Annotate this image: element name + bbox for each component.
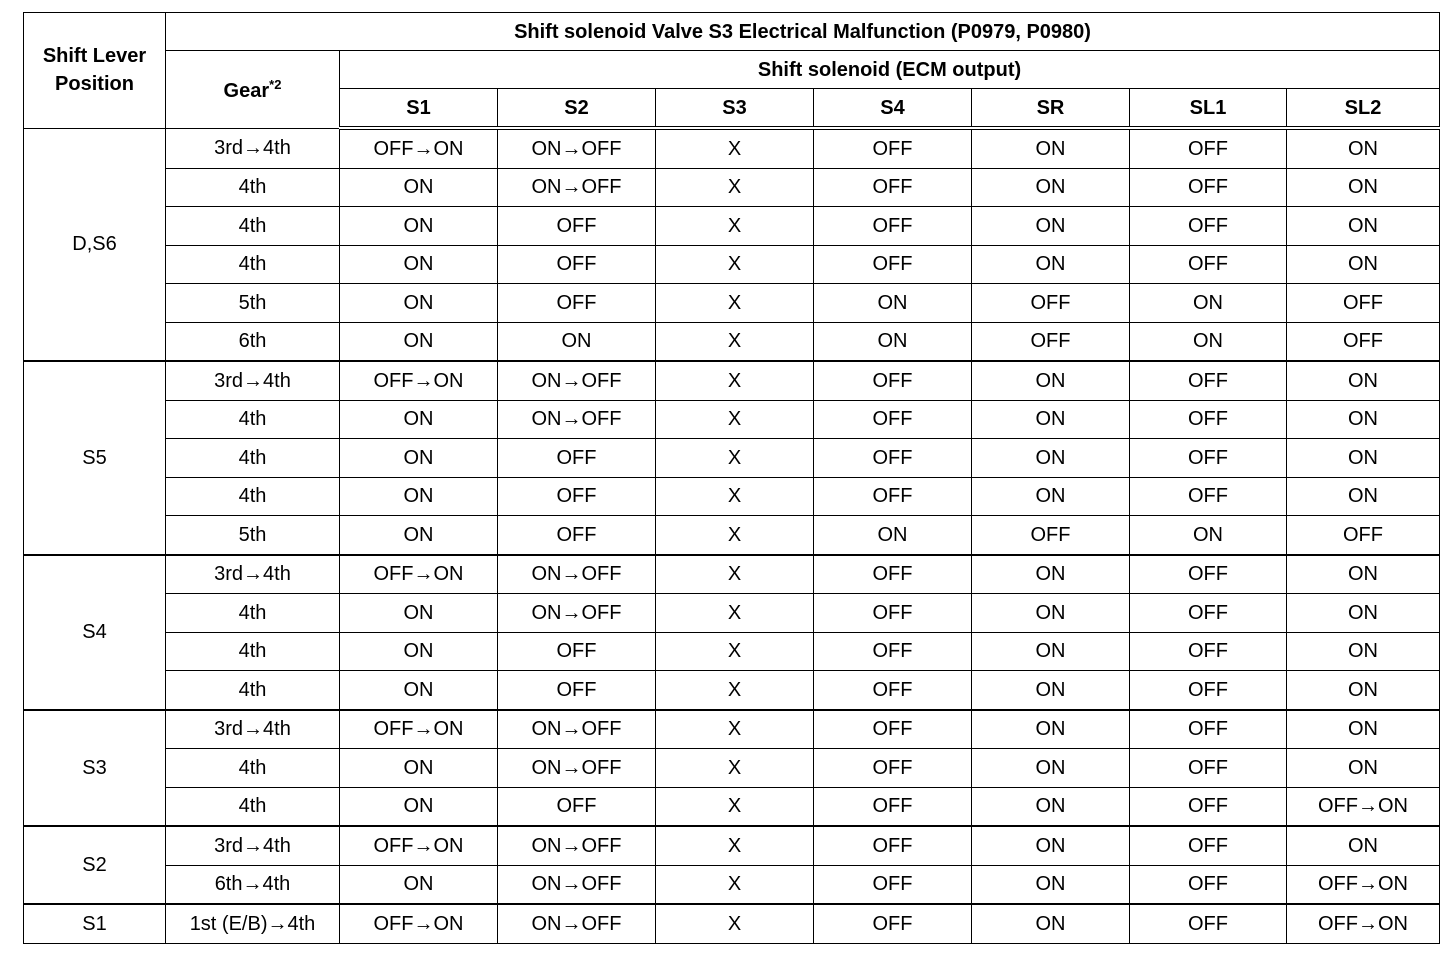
solenoid-s3-cell: X <box>656 477 814 516</box>
solenoid-s4-cell: OFF <box>814 787 972 826</box>
header-solenoid-group: Shift solenoid (ECM output) <box>340 51 1440 89</box>
gear-cell: 5th <box>166 284 340 323</box>
solenoid-sl1-cell: OFF <box>1130 128 1287 168</box>
gear-cell: 4th <box>166 632 340 671</box>
table-row <box>24 865 1440 904</box>
solenoid-s2-cell: OFF <box>498 787 656 826</box>
solenoid-s3-cell: X <box>656 787 814 826</box>
solenoid-s4-cell: OFF <box>814 710 972 749</box>
solenoid-sl1-cell: OFF <box>1130 245 1287 284</box>
lever-position-cell: S1 <box>24 904 166 943</box>
table-row <box>24 322 1440 361</box>
solenoid-s1-cell: OFF→ON <box>340 904 498 943</box>
table-row <box>24 400 1440 439</box>
solenoid-s1-cell: ON <box>340 516 498 555</box>
solenoid-s1-cell: ON <box>340 787 498 826</box>
solenoid-s4-cell: OFF <box>814 168 972 207</box>
gear-cell: 4th <box>166 477 340 516</box>
solenoid-sl1-cell: OFF <box>1130 710 1287 749</box>
solenoid-sr-cell: ON <box>972 245 1130 284</box>
solenoid-sr-cell: ON <box>972 787 1130 826</box>
solenoid-sl1-cell: OFF <box>1130 826 1287 865</box>
solenoid-sl1-cell: OFF <box>1130 477 1287 516</box>
solenoid-sl2-cell: OFF <box>1287 284 1440 323</box>
solenoid-s4-cell: OFF <box>814 865 972 904</box>
gear-cell: 4th <box>166 207 340 246</box>
solenoid-sr-cell: ON <box>972 865 1130 904</box>
solenoid-s3-cell: X <box>656 710 814 749</box>
solenoid-sl1-cell: OFF <box>1130 787 1287 826</box>
solenoid-s3-cell: X <box>656 516 814 555</box>
solenoid-s2-cell: OFF <box>498 477 656 516</box>
solenoid-sl2-cell: ON <box>1287 245 1440 284</box>
solenoid-sr-cell: ON <box>972 555 1130 594</box>
solenoid-s2-cell: ON→OFF <box>498 168 656 207</box>
solenoid-sl2-cell: ON <box>1287 594 1440 633</box>
solenoid-s1-cell: ON <box>340 322 498 361</box>
solenoid-s4-cell: OFF <box>814 400 972 439</box>
solenoid-s1-cell: ON <box>340 245 498 284</box>
solenoid-sr-cell: ON <box>972 826 1130 865</box>
solenoid-s4-cell: OFF <box>814 555 972 594</box>
solenoid-sl1-cell: OFF <box>1130 439 1287 478</box>
solenoid-s4-cell: OFF <box>814 439 972 478</box>
solenoid-s1-cell: OFF→ON <box>340 361 498 400</box>
solenoid-sl2-cell: ON <box>1287 710 1440 749</box>
solenoid-s3-cell: X <box>656 400 814 439</box>
solenoid-s1-cell: ON <box>340 865 498 904</box>
solenoid-s2-cell: ON→OFF <box>498 749 656 788</box>
table-row <box>24 710 1440 749</box>
gear-cell: 4th <box>166 245 340 284</box>
gear-cell: 4th <box>166 787 340 826</box>
solenoid-s3-cell: X <box>656 594 814 633</box>
solenoid-s3-cell: X <box>656 439 814 478</box>
solenoid-sl2-cell: OFF <box>1287 322 1440 361</box>
solenoid-sl2-cell: ON <box>1287 749 1440 788</box>
table-row <box>24 749 1440 788</box>
solenoid-s3-cell: X <box>656 284 814 323</box>
solenoid-s4-cell: OFF <box>814 361 972 400</box>
table-row <box>24 284 1440 323</box>
solenoid-sl1-cell: OFF <box>1130 400 1287 439</box>
solenoid-sl1-cell: OFF <box>1130 904 1287 943</box>
header-sl1: SL1 <box>1130 89 1287 129</box>
solenoid-s2-cell: OFF <box>498 439 656 478</box>
lever-position-cell: D,S6 <box>24 128 166 361</box>
table-row <box>24 168 1440 207</box>
solenoid-sl2-cell: ON <box>1287 477 1440 516</box>
solenoid-s4-cell: OFF <box>814 671 972 710</box>
solenoid-sl1-cell: OFF <box>1130 671 1287 710</box>
solenoid-sl2-cell: ON <box>1287 128 1440 168</box>
solenoid-s4-cell: OFF <box>814 128 972 168</box>
solenoid-s2-cell: OFF <box>498 632 656 671</box>
solenoid-sl2-cell: OFF→ON <box>1287 787 1440 826</box>
solenoid-sl2-cell: ON <box>1287 207 1440 246</box>
table-title: Shift solenoid Valve S3 Electrical Malfunction (P0979, P0980) <box>166 13 1440 51</box>
solenoid-s2-cell: ON→OFF <box>498 710 656 749</box>
solenoid-s1-cell: ON <box>340 671 498 710</box>
solenoid-s4-cell: OFF <box>814 632 972 671</box>
solenoid-s1-cell: OFF→ON <box>340 555 498 594</box>
solenoid-s4-cell: ON <box>814 284 972 323</box>
lever-position-cell: S4 <box>24 555 166 710</box>
solenoid-s3-cell: X <box>656 168 814 207</box>
solenoid-sl1-cell: ON <box>1130 322 1287 361</box>
solenoid-sl1-cell: ON <box>1130 284 1287 323</box>
solenoid-sr-cell: ON <box>972 168 1130 207</box>
solenoid-s3-cell: X <box>656 904 814 943</box>
gear-cell: 6th→4th <box>166 865 340 904</box>
gear-cell: 4th <box>166 671 340 710</box>
gear-cell: 6th <box>166 322 340 361</box>
solenoid-sl1-cell: OFF <box>1130 632 1287 671</box>
header-gear: Gear$^{*2}$ <box>166 51 340 129</box>
solenoid-sl1-cell: OFF <box>1130 865 1287 904</box>
solenoid-s1-cell: ON <box>340 477 498 516</box>
solenoid-s1-cell: ON <box>340 207 498 246</box>
solenoid-s4-cell: OFF <box>814 904 972 943</box>
solenoid-sl1-cell: OFF <box>1130 749 1287 788</box>
solenoid-s1-cell: OFF→ON <box>340 128 498 168</box>
solenoid-s2-cell: ON→OFF <box>498 904 656 943</box>
solenoid-sr-cell: ON <box>972 128 1130 168</box>
solenoid-s1-cell: ON <box>340 284 498 323</box>
solenoid-s2-cell: ON→OFF <box>498 865 656 904</box>
solenoid-sr-cell: ON <box>972 207 1130 246</box>
solenoid-table <box>23 12 1440 944</box>
solenoid-s4-cell: ON <box>814 516 972 555</box>
solenoid-sl2-cell: ON <box>1287 361 1440 400</box>
table-row <box>24 904 1440 943</box>
gear-cell: 1st (E/B)→4th <box>166 904 340 943</box>
solenoid-s3-cell: X <box>656 555 814 594</box>
solenoid-s1-cell: ON <box>340 400 498 439</box>
solenoid-sr-cell: ON <box>972 439 1130 478</box>
table-row <box>24 516 1440 555</box>
solenoid-s3-cell: X <box>656 826 814 865</box>
solenoid-s3-cell: X <box>656 671 814 710</box>
solenoid-s2-cell: ON→OFF <box>498 400 656 439</box>
solenoid-sr-cell: ON <box>972 749 1130 788</box>
solenoid-s1-cell: ON <box>340 594 498 633</box>
solenoid-s2-cell: ON→OFF <box>498 361 656 400</box>
solenoid-s2-cell: OFF <box>498 671 656 710</box>
table-row <box>24 245 1440 284</box>
lever-position-cell: S5 <box>24 361 166 555</box>
solenoid-s2-cell: OFF <box>498 207 656 246</box>
solenoid-sl1-cell: OFF <box>1130 207 1287 246</box>
solenoid-s2-cell: ON <box>498 322 656 361</box>
solenoid-s2-cell: ON→OFF <box>498 826 656 865</box>
solenoid-sl2-cell: ON <box>1287 168 1440 207</box>
lever-position-cell: S2 <box>24 826 166 904</box>
solenoid-s2-cell: OFF <box>498 516 656 555</box>
table-row <box>24 671 1440 710</box>
gear-cell: 4th <box>166 439 340 478</box>
table-row <box>24 361 1440 400</box>
solenoid-s1-cell: ON <box>340 168 498 207</box>
solenoid-s3-cell: X <box>656 361 814 400</box>
solenoid-sl1-cell: OFF <box>1130 168 1287 207</box>
solenoid-s3-cell: X <box>656 865 814 904</box>
solenoid-s3-cell: X <box>656 128 814 168</box>
solenoid-sl2-cell: OFF→ON <box>1287 865 1440 904</box>
solenoid-sr-cell: ON <box>972 632 1130 671</box>
table-row <box>24 555 1440 594</box>
header-sr: SR <box>972 89 1130 129</box>
gear-cell: 3rd→4th <box>166 710 340 749</box>
table-row <box>24 787 1440 826</box>
solenoid-s4-cell: ON <box>814 322 972 361</box>
solenoid-sl2-cell: OFF→ON <box>1287 904 1440 943</box>
solenoid-sr-cell: ON <box>972 594 1130 633</box>
gear-cell: 4th <box>166 400 340 439</box>
header-sl2: SL2 <box>1287 89 1440 129</box>
gear-cell: 4th <box>166 168 340 207</box>
solenoid-sr-cell: OFF <box>972 516 1130 555</box>
solenoid-s4-cell: OFF <box>814 477 972 516</box>
solenoid-s2-cell: ON→OFF <box>498 555 656 594</box>
solenoid-s3-cell: X <box>656 632 814 671</box>
solenoid-sr-cell: OFF <box>972 284 1130 323</box>
solenoid-sr-cell: ON <box>972 477 1130 516</box>
solenoid-s1-cell: OFF→ON <box>340 710 498 749</box>
solenoid-s3-cell: X <box>656 245 814 284</box>
solenoid-s1-cell: ON <box>340 632 498 671</box>
solenoid-sr-cell: OFF <box>972 322 1130 361</box>
solenoid-s1-cell: ON <box>340 749 498 788</box>
solenoid-s3-cell: X <box>656 207 814 246</box>
solenoid-s2-cell: ON→OFF <box>498 128 656 168</box>
gear-cell: 3rd→4th <box>166 555 340 594</box>
solenoid-s4-cell: OFF <box>814 749 972 788</box>
lever-position-cell: S3 <box>24 710 166 827</box>
solenoid-s3-cell: X <box>656 322 814 361</box>
gear-cell: 4th <box>166 749 340 788</box>
header-s3: S3 <box>656 89 814 129</box>
solenoid-s4-cell: OFF <box>814 594 972 633</box>
solenoid-s3-cell: X <box>656 749 814 788</box>
solenoid-sl1-cell: OFF <box>1130 555 1287 594</box>
solenoid-sr-cell: ON <box>972 671 1130 710</box>
table-body <box>24 128 1440 943</box>
solenoid-sr-cell: ON <box>972 904 1130 943</box>
solenoid-sl1-cell: OFF <box>1130 594 1287 633</box>
solenoid-sr-cell: ON <box>972 400 1130 439</box>
gear-cell: 5th <box>166 516 340 555</box>
header-s1: S1 <box>340 89 498 129</box>
table-row <box>24 477 1440 516</box>
solenoid-s4-cell: OFF <box>814 245 972 284</box>
solenoid-sl2-cell: ON <box>1287 671 1440 710</box>
table-row <box>24 826 1440 865</box>
solenoid-s4-cell: OFF <box>814 207 972 246</box>
table-row <box>24 594 1440 633</box>
solenoid-sr-cell: ON <box>972 710 1130 749</box>
solenoid-s1-cell: OFF→ON <box>340 826 498 865</box>
table-row <box>24 207 1440 246</box>
solenoid-sl2-cell: OFF <box>1287 516 1440 555</box>
header-s2: S2 <box>498 89 656 129</box>
gear-cell: 3rd→4th <box>166 361 340 400</box>
solenoid-s2-cell: OFF <box>498 284 656 323</box>
gear-cell: 3rd→4th <box>166 826 340 865</box>
table-row <box>24 128 1440 168</box>
solenoid-sl1-cell: OFF <box>1130 361 1287 400</box>
solenoid-s1-cell: ON <box>340 439 498 478</box>
solenoid-sl2-cell: ON <box>1287 826 1440 865</box>
solenoid-sl1-cell: ON <box>1130 516 1287 555</box>
solenoid-sl2-cell: ON <box>1287 400 1440 439</box>
solenoid-sl2-cell: ON <box>1287 632 1440 671</box>
table-row <box>24 632 1440 671</box>
gear-cell: 4th <box>166 594 340 633</box>
solenoid-s2-cell: OFF <box>498 245 656 284</box>
solenoid-s4-cell: OFF <box>814 826 972 865</box>
table-row <box>24 439 1440 478</box>
header-shift-lever-position: Shift Lever Position <box>24 13 166 129</box>
solenoid-s2-cell: ON→OFF <box>498 594 656 633</box>
solenoid-sl2-cell: ON <box>1287 555 1440 594</box>
header-s4: S4 <box>814 89 972 129</box>
gear-cell: 3rd→4th <box>166 128 340 168</box>
solenoid-sr-cell: ON <box>972 361 1130 400</box>
solenoid-sl2-cell: ON <box>1287 439 1440 478</box>
